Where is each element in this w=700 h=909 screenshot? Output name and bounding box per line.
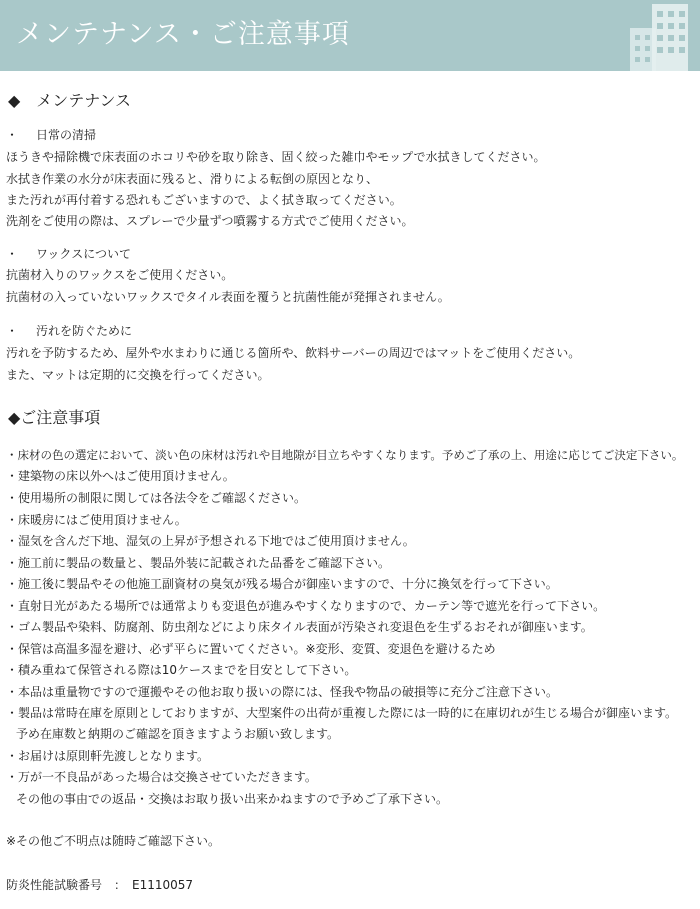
- daily-line-3: また汚れが再付着する恐れもございますので、よく拭き取ってください。: [6, 193, 402, 207]
- daily-cleaning-title: ・ 日常の清掃: [6, 128, 97, 142]
- daily-line-4: 洗剤をご使用の際は、スプレーで少量ずつ噴霧する方式でご使用ください。: [6, 214, 414, 228]
- caution-item: ・建築物の床以外へはご使用頂けません。: [6, 469, 235, 483]
- caution-item: ・湿気を含んだ下地、湿気の上昇が予想される下地ではご使用頂けません。: [6, 534, 415, 548]
- daily-line-2: 水拭き作業の水分が床表面に残ると、滑りによる転倒の原因となり、: [6, 172, 379, 186]
- page-header: [0, 0, 700, 71]
- cautions-heading: ◆ご注意事項: [8, 408, 101, 427]
- caution-item: ・お届けは原則軒先渡しとなります。: [6, 749, 210, 763]
- dirt-title: ・ 汚れを防ぐために: [6, 324, 133, 338]
- page-title: メンテナンス・ご注意事項: [16, 19, 350, 50]
- caution-item-continuation: その他の事由での返品・交換はお取り扱い出来かねますので予めご了承下さい。: [16, 792, 449, 806]
- caution-item: ・保管は高温多湿を避け、必ず平らに置いてください。※変形、変質、変退色を避けるため: [6, 642, 496, 656]
- wax-line-2: 抗菌材の入っていないワックスでタイル表面を覆うと抗菌性能が発揮されません。: [6, 290, 450, 304]
- caution-item-continuation: 予め在庫数と納期のご確認を頂きますようお願い致します。: [16, 727, 340, 741]
- caution-item: ・施工後に製品やその他施工副資材の臭気が残る場合が御座いますので、十分に換気を行って下さい。: [6, 577, 558, 591]
- daily-line-1: ほうきや掃除機で床表面のホコリや砂を取り除き、固く絞った雑巾やモップで水拭きしてください。: [6, 150, 546, 164]
- maintenance-heading: ◆ メンテナンス: [8, 91, 132, 110]
- fireproof-value: E1110057: [132, 878, 194, 892]
- caution-item: ・本品は重量物ですので運搬やその他お取り扱いの際には、怪我や物品の破損等に充分ご注意下さい。: [6, 685, 559, 699]
- dirt-line-1: 汚れを予防するため、屋外や水まわりに通じる箇所や、飲料サーバーの周辺ではマットをご使用ください。: [6, 346, 581, 360]
- caution-item: ・万が一不良品があった場合は交換させていただきます。: [6, 770, 317, 784]
- caution-item: ・床材の色の選定において、淡い色の床材は汚れや目地隙が目立ちやすくなります。予めご了承の上、用途に応じてご決定下さい。: [6, 448, 684, 462]
- fireproof-label: 防炎性能試験番号 ：: [6, 878, 121, 892]
- building-icon: [622, 2, 694, 71]
- caution-item: ・直射日光があたる場所では通常よりも変退色が進みやすくなりますので、カーテン等で遮光を行って下さい。: [6, 599, 606, 613]
- caution-item: ・ゴム製品や染料、防腐剤、防虫剤などにより床タイル表面が汚染され変退色を生ずるおそれが御座います。: [6, 620, 593, 634]
- caution-item: ・使用場所の制限に関しては各法令をご確認ください。: [6, 491, 307, 505]
- wax-line-1: 抗菌材入りのワックスをご使用ください。: [6, 268, 234, 282]
- caution-item: ・製品は常時在庫を原則としておりますが、大型案件の出荷が重複した際には一時的に在庫切れが生じる場合が御座います。: [6, 706, 678, 720]
- caution-item: ・積み重ねて保管される際は10ケースまでを目安として下さい。: [6, 663, 357, 677]
- dirt-line-2: また、マットは定期的に交換を行ってください。: [6, 368, 270, 382]
- caution-item: ・施工前に製品の数量と、製品外装に記載された品番をご確認下さい。: [6, 556, 391, 570]
- caution-item: ・床暖房にはご使用頂けません。: [6, 513, 187, 527]
- inquiry-note: ※その他ご不明点は随時ご確認下さい。: [6, 834, 221, 848]
- fireproof-test-number: [6, 878, 193, 892]
- wax-title: ・ ワックスについて: [6, 247, 132, 261]
